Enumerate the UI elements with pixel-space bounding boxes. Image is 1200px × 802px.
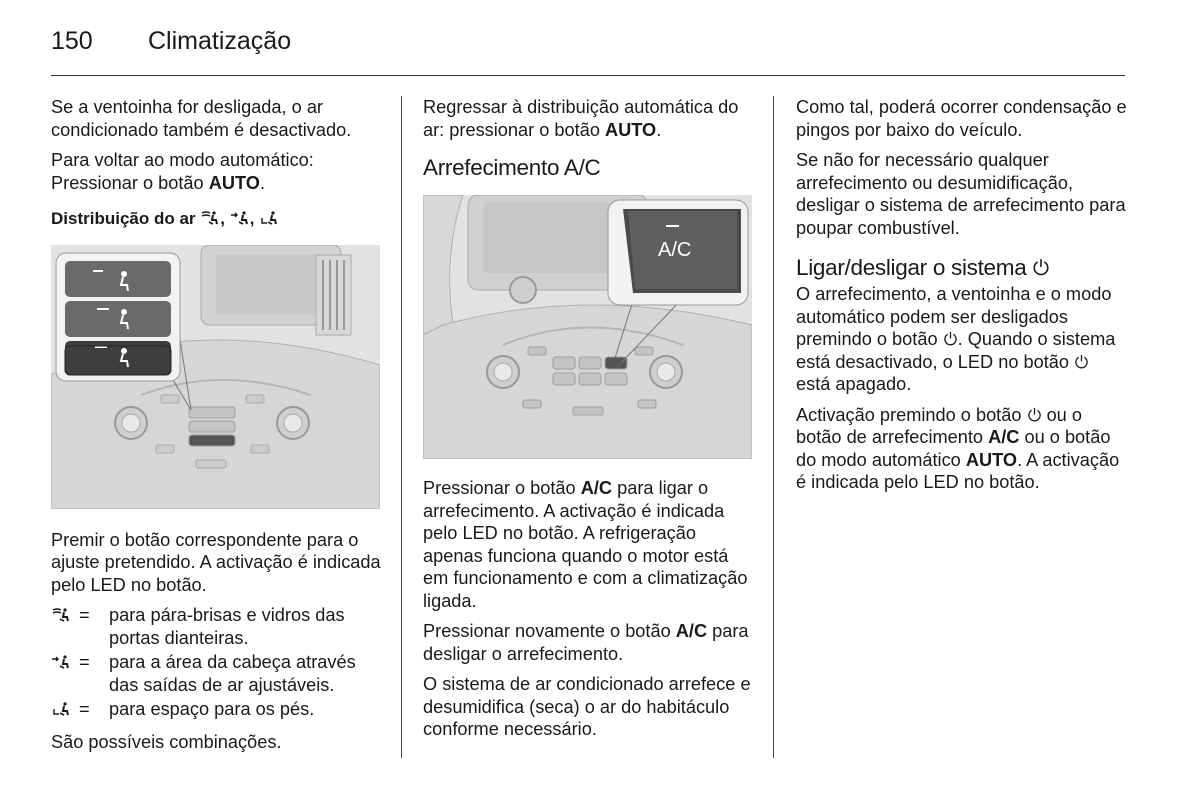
paragraph: Activação premindo o botão ou o botão de arrefecimento A/C ou o botão do modo automático AUTO. A activação é indicada pelo LED no botão. [796, 404, 1120, 492]
page-number: 150 [51, 27, 93, 55]
paragraph: Se a ventoinha for desligada, o ar condicionado também é desactivado. [51, 97, 352, 140]
legend-row: = para a área da cabeça através das saídas de ar ajustáveis. [51, 651, 383, 696]
power-icon [1027, 407, 1042, 422]
paragraph: Se não for necessário qualquer arrefecimento ou desumidificação, desligar o sistema de arrefecimento para poupar combustível. [796, 150, 1126, 238]
ac-button-label: A/C [658, 239, 692, 261]
column-divider [773, 96, 774, 758]
paragraph: Premir o botão correspondente para o ajuste pretendido. A activação é indicada pelo LED no botão. [51, 529, 381, 595]
paragraph: Para voltar ao modo automático: Pressionar o botão AUTO. [51, 150, 314, 193]
paragraph: São possíveis combinações. [51, 731, 282, 752]
power-icon [1074, 354, 1089, 369]
paragraph: Regressar à distribuição automática do ar: pressionar o botão AUTO. [423, 97, 739, 140]
paragraph: O arrefecimento, a ventoinha e o modo automático podem ser desligados premindo o botão . Quando o sistema está desactivado, o LED no botão está apagado. [796, 284, 1116, 394]
paragraph: O sistema de ar condicionado arrefece e desumidifica (seca) o ar do habitáculo conforme necessário. [423, 674, 751, 739]
column-1 [51, 96, 383, 761]
air-distribution-heading: Distribuição do ar , , [51, 208, 383, 231]
legend-row: = para espaço para os pés. [51, 698, 383, 721]
column-divider [401, 96, 402, 758]
windscreen-feet-air-icon [51, 607, 71, 623]
power-icon [1032, 258, 1050, 276]
windscreen-feet-air-icon [200, 210, 220, 226]
feet-air-icon [51, 701, 71, 717]
air-distribution-figure [51, 245, 380, 509]
head-feet-air-icon [51, 654, 71, 670]
feet-air-icon [259, 210, 279, 226]
paragraph: Como tal, poderá ocorrer condensação e pingos por baixo do veículo. [796, 97, 1127, 140]
system-onoff-heading: Ligar/desligar o sistema [796, 255, 1128, 281]
chapter-title: Climatização [148, 27, 292, 55]
power-icon [943, 331, 958, 346]
page-header [51, 24, 1125, 76]
paragraph: Pressionar novamente o botão A/C para desligar o arrefecimento. [423, 621, 749, 664]
column-3 [796, 96, 1128, 502]
legend-row: = para pára-brisas e vidros das portas dianteiras. [51, 604, 383, 649]
ac-figure [423, 195, 752, 459]
head-feet-air-icon [230, 210, 250, 226]
column-2 [423, 96, 755, 749]
ac-heading: Arrefecimento A/C [423, 155, 601, 180]
paragraph: Pressionar o botão A/C para ligar o arrefecimento. A activação é indicada pelo LED no botão. A refrigeração apenas funciona quando o motor está em funcionamento e com a climatização ligada. [423, 478, 748, 611]
